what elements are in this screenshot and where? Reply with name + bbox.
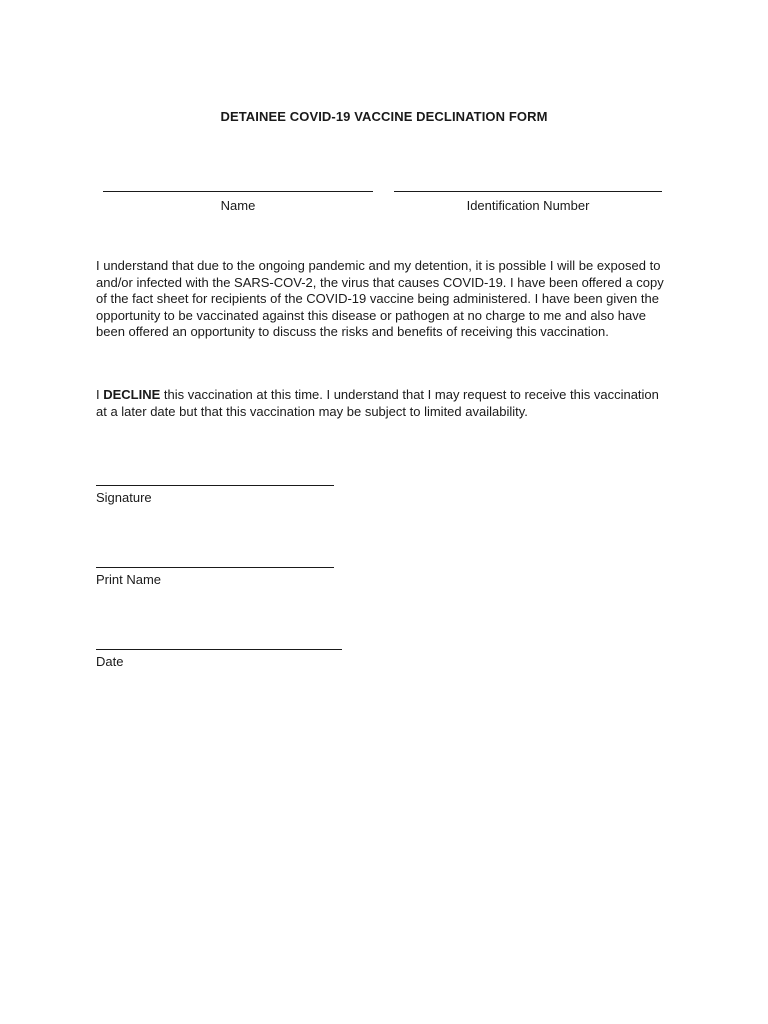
acknowledgement-paragraph: I understand that due to the ongoing pandemic and my detention, it is possible I will be exposed to and/or infected with the SARS-COV-2, the virus that causes COVID-19. I have been offered a copy of the fact sheet for recipients of the COVID-19 vaccine being administered. I have been given the opportunity to be vaccinated against this disease or pathogen at no charge to me and also have been offered an opportunity to discuss the risks and benefits of receiving this vaccination. — [96, 258, 664, 340]
declination-paragraph — [96, 387, 668, 420]
name-field[interactable] — [103, 177, 373, 213]
identification-number-label: Identification Number — [466, 198, 590, 213]
form-title: DETAINEE COVID-19 VACCINE DECLINATION FORM — [220, 109, 548, 124]
date-label: Date — [96, 654, 124, 669]
name-line[interactable] — [103, 177, 373, 192]
signature-field[interactable] — [96, 471, 334, 505]
name-label: Name — [220, 198, 256, 213]
signature-label: Signature — [96, 490, 152, 505]
decline-emphasis: DECLINE — [103, 387, 161, 402]
date-field[interactable] — [96, 635, 342, 669]
identification-number-field[interactable] — [394, 177, 662, 213]
signature-line[interactable] — [96, 471, 334, 486]
identification-number-line[interactable] — [394, 177, 662, 192]
declination-prefix: I — [96, 387, 104, 402]
print-name-field[interactable] — [96, 553, 334, 587]
print-name-label: Print Name — [96, 572, 162, 587]
print-name-line[interactable] — [96, 553, 334, 568]
declination-text: this vaccination at this time. I understand that I may request to receive this vaccination at a later date but that this vaccination may be subject to limited availability. — [96, 387, 659, 419]
date-line[interactable] — [96, 635, 342, 650]
